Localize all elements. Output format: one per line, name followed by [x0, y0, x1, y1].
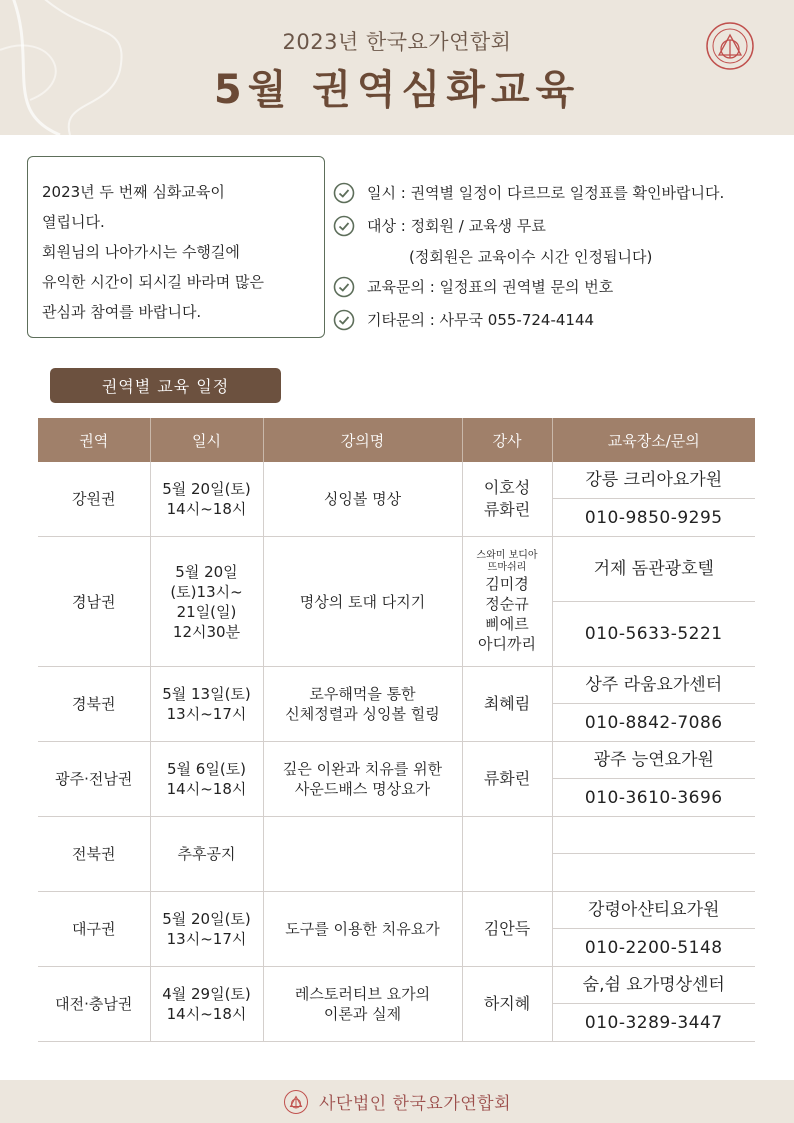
region-cell: 대구권 — [38, 892, 150, 967]
instructor-cell: 류화린 — [462, 742, 552, 817]
intro-line: 유익한 시간이 되시길 바라며 많은 — [42, 273, 264, 291]
intro-message-box — [27, 156, 325, 338]
date-cell: 추후공지 — [150, 817, 263, 892]
schedule-table — [38, 418, 755, 1042]
table-row — [38, 537, 755, 667]
contact-cell — [552, 537, 755, 667]
instructor-cell — [462, 817, 552, 892]
info-item-target-note — [333, 242, 783, 270]
table-row — [38, 817, 755, 892]
region-cell: 경북권 — [38, 667, 150, 742]
page-title: 5월 권역심화교육 — [213, 67, 581, 113]
lecture-cell — [263, 817, 462, 892]
check-circle-icon — [333, 215, 355, 237]
header-banner — [0, 0, 794, 135]
date-cell: 5월 20일(토) 13시~17시 — [150, 892, 263, 967]
lecture-cell: 레스토러티브 요가의 이론과 실제 — [263, 967, 462, 1042]
date-cell: 5월 6일(토) 14시~18시 — [150, 742, 263, 817]
contact-cell — [552, 892, 755, 967]
venue-name: 강령아샨티요가원 — [553, 892, 756, 929]
header-region: 권역 — [38, 418, 150, 462]
venue-name: 숨,쉼 요가명상센터 — [553, 967, 756, 1004]
instructor-cell: 하지혜 — [462, 967, 552, 1042]
kyf-logo-icon — [283, 1089, 309, 1115]
contact-phone: 010-3610-3696 — [584, 787, 723, 808]
contact-phone: 010-8842-7086 — [584, 712, 723, 733]
info-item-edu-contact — [333, 270, 783, 303]
date-cell: 5월 20일(토) 14시~18시 — [150, 462, 263, 537]
info-target-note: (정회원은 교육이수 시간 인정됩니다) — [409, 247, 653, 266]
venue-name — [553, 817, 756, 854]
lecture-cell: 싱잉볼 명상 — [263, 462, 462, 537]
header-instructor: 강사 — [462, 418, 552, 462]
footer-org-name: 사단법인 한국요가연합회 — [318, 1094, 512, 1114]
info-target-text: 대상 : 정회원 / 교육생 무료 — [367, 217, 546, 235]
lecture-cell: 도구를 이용한 치유요가 — [263, 892, 462, 967]
date-cell: 4월 29일(토) 14시~18시 — [150, 967, 263, 1042]
intro-line: 회원님의 나아가시는 수행길에 — [42, 243, 240, 261]
instructor-cell: 이호성 류화린 — [462, 462, 552, 537]
info-other-contact-text: 기타문의 : 사무국 055-724-4144 — [367, 311, 595, 329]
lecture-cell: 명상의 토대 다지기 — [263, 537, 462, 667]
check-circle-icon — [333, 182, 355, 204]
contact-phone: 010-9850-9295 — [584, 507, 723, 528]
intro-line: 열립니다. — [42, 213, 105, 231]
lecture-cell: 깊은 이완과 치유를 위한 사운드배스 명상요가 — [263, 742, 462, 817]
contact-phone: 010-2200-5148 — [584, 937, 723, 958]
contact-phone: 010-5633-5221 — [584, 624, 723, 644]
venue-name: 상주 라움요가센터 — [553, 667, 756, 704]
info-item-target — [333, 209, 783, 242]
venue-name: 강릉 크리아요가원 — [553, 462, 756, 499]
date-cell: 5월 20일 (토)13시~ 21일(일) 12시30분 — [150, 537, 263, 667]
contact-phone — [553, 854, 756, 891]
header-date: 일시 — [150, 418, 263, 462]
contact-cell — [552, 967, 755, 1042]
instructor-cell: 스와미 보디아뜨마쉬리 김미경 정순규 삐에르 아디까리 — [462, 537, 552, 667]
header-lecture: 강의명 — [263, 418, 462, 462]
intro-line: 2023년 두 번째 심화교육이 — [42, 183, 225, 201]
region-cell: 경남권 — [38, 537, 150, 667]
table-row — [38, 967, 755, 1042]
contact-cell — [552, 817, 755, 892]
date-cell: 5월 13일(토) 13시~17시 — [150, 667, 263, 742]
contact-cell — [552, 667, 755, 742]
page-subtitle: 2023년 한국요가연합회 — [282, 30, 512, 54]
info-item-other-contact — [333, 303, 783, 336]
contact-cell — [552, 742, 755, 817]
intro-line: 관심과 참여를 바랍니다. — [42, 303, 202, 321]
section-tab-regional-schedule: 권역별 교육 일정 — [50, 368, 281, 403]
check-circle-icon — [333, 309, 355, 331]
region-cell: 전북권 — [38, 817, 150, 892]
kyf-logo-icon — [704, 20, 756, 72]
venue-name: 광주 능연요가원 — [553, 742, 756, 779]
contact-cell — [552, 462, 755, 537]
region-cell: 광주·전남권 — [38, 742, 150, 817]
table-row — [38, 742, 755, 817]
contact-phone: 010-3289-3447 — [584, 1012, 723, 1033]
table-row — [38, 667, 755, 742]
lecture-cell: 로우해먹을 통한 신체정렬과 싱잉볼 힐링 — [263, 667, 462, 742]
instructor-cell: 김안득 — [462, 892, 552, 967]
table-header-row — [38, 418, 755, 462]
info-list — [333, 176, 783, 336]
instructor-cell: 최혜림 — [462, 667, 552, 742]
venue-name: 거제 돔관광호텔 — [553, 537, 756, 602]
table-row — [38, 892, 755, 967]
info-schedule-text: 일시 : 권역별 일정이 다르므로 일정표를 확인바랍니다. — [367, 184, 725, 202]
check-circle-icon — [333, 276, 355, 298]
region-cell: 강원권 — [38, 462, 150, 537]
info-edu-contact-text: 교육문의 : 일정표의 권역별 문의 번호 — [367, 278, 614, 296]
table-row — [38, 462, 755, 537]
header-venue-contact: 교육장소/문의 — [552, 418, 755, 462]
info-item-schedule — [333, 176, 783, 209]
region-cell: 대전·충남권 — [38, 967, 150, 1042]
instructor-small-name: 스와미 보디아뜨마쉬리 — [476, 549, 538, 573]
footer-bar — [0, 1080, 794, 1123]
